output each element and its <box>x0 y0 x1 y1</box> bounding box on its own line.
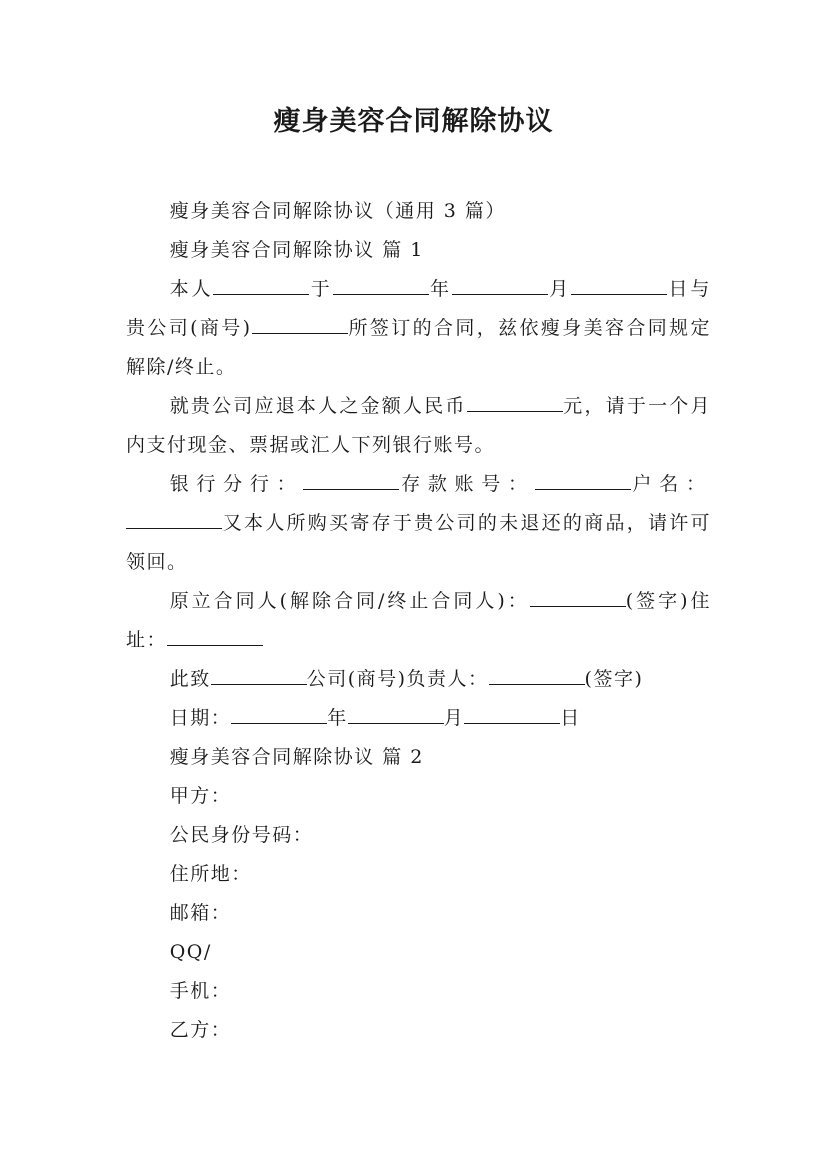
fill-in-blank <box>231 722 327 724</box>
text-segment: 此致 <box>169 668 211 690</box>
document-body <box>126 192 711 1050</box>
text-segment: 银行分行： <box>169 473 304 495</box>
part1-paragraph-5 <box>126 660 711 699</box>
text-segment: 就贵公司应退本人之金额人民币 <box>169 395 467 417</box>
fill-in-blank <box>467 410 563 412</box>
text-segment: 日期： <box>169 707 232 729</box>
fill-in-blank <box>571 293 667 295</box>
fill-in-blank <box>211 683 307 685</box>
text-segment: (签字) <box>584 668 644 690</box>
text-segment: 公司(商号)负责人： <box>306 668 489 690</box>
text-segment: 原立合同人(解除合同/终止合同人)： <box>169 590 530 612</box>
text-segment: 于 <box>309 278 333 300</box>
part1-paragraph-3 <box>126 465 711 582</box>
fill-in-blank <box>452 293 548 295</box>
part1-paragraph-1 <box>126 270 711 387</box>
part2-heading: 瘦身美容合同解除协议 篇 2 <box>169 746 424 768</box>
fill-in-blank <box>489 683 585 685</box>
fill-in-blank <box>333 293 429 295</box>
qq-label: QQ/ <box>169 941 212 963</box>
part1-paragraph-2 <box>126 387 711 465</box>
fill-in-blank <box>167 644 263 646</box>
email-label: 邮箱： <box>169 902 232 924</box>
text-segment: 月 <box>547 278 572 300</box>
text-segment: 元，请于一个月内支付现金、票据或汇人下列银行账号。 <box>126 395 711 456</box>
fill-in-blank <box>303 488 399 490</box>
party-b-label: 乙方： <box>169 1019 232 1041</box>
id-number-label: 公民身份号码： <box>169 824 314 846</box>
fill-in-blank <box>530 605 626 607</box>
text-segment: 年 <box>327 707 348 729</box>
text-segment: 所签订的合同，兹依瘦身美容合同规定解除/终止。 <box>126 317 711 378</box>
document-title: 瘦身美容合同解除协议 <box>273 106 554 137</box>
address-label: 住所地： <box>169 863 252 885</box>
part1-paragraph-6 <box>126 699 711 738</box>
text-segment: (签字)住址： <box>126 590 711 651</box>
text-segment: 本人 <box>169 278 214 300</box>
fill-in-blank <box>348 722 444 724</box>
part1-paragraph-4 <box>126 582 711 660</box>
fill-in-blank <box>213 293 309 295</box>
fill-in-blank <box>535 488 631 490</box>
text-segment: 年 <box>428 278 452 300</box>
party-a-label: 甲方： <box>169 785 232 807</box>
text-segment: 月 <box>443 707 465 729</box>
text-segment: 日 <box>560 707 581 729</box>
fill-in-blank <box>252 332 348 334</box>
text-segment: 日与贵公司(商号) <box>126 278 711 339</box>
text-segment: 又本人所购买寄存于贵公司的未退还的商品，请许可领回。 <box>126 512 711 573</box>
text-segment: 存款账号： <box>399 473 535 495</box>
mobile-label: 手机： <box>169 980 232 1002</box>
part1-heading: 瘦身美容合同解除协议 篇 1 <box>169 239 424 261</box>
text-segment: 户名： <box>630 473 711 495</box>
fill-in-blank <box>126 527 222 529</box>
fill-in-blank <box>464 722 560 724</box>
document-subtitle: 瘦身美容合同解除协议（通用 3 篇） <box>169 200 506 222</box>
